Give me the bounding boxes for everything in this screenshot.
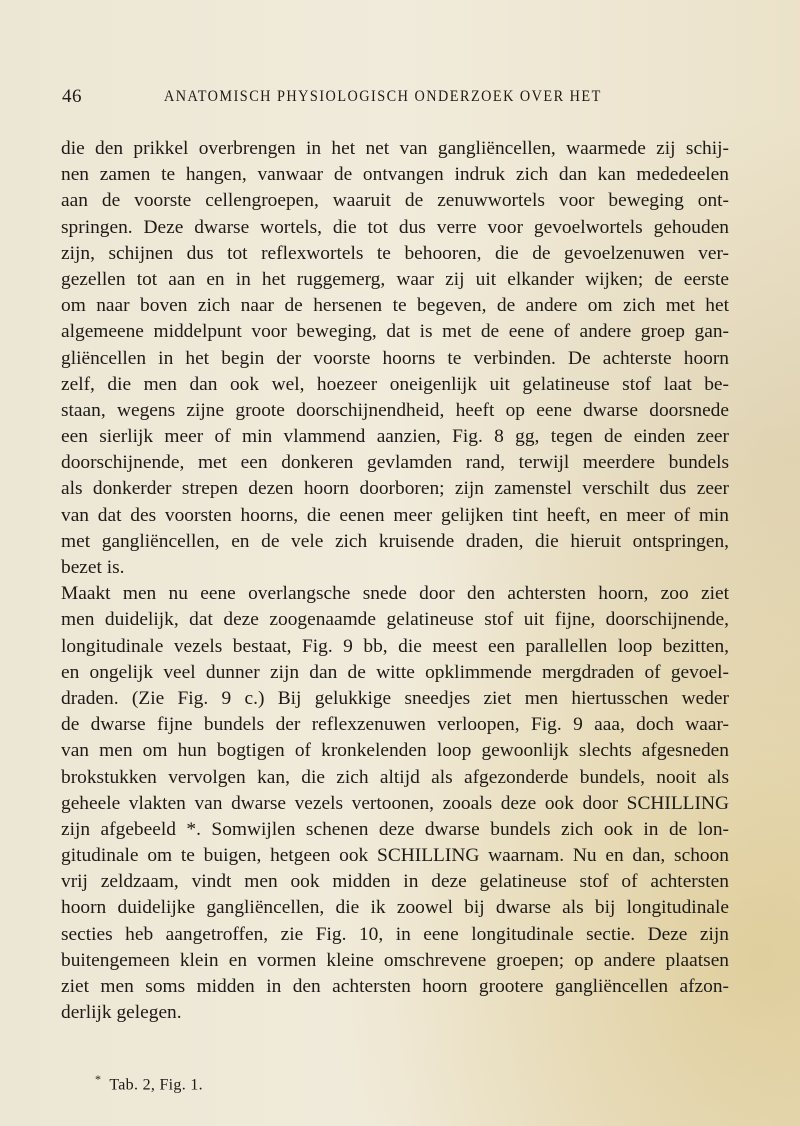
text-line: van dat des voorsten hoorns, die eenen meer gelijken tint heeft, en meer of min xyxy=(61,504,729,526)
text-line: staan, wegens zijne groote doorschijnendheid, heeft op eene dwarse doorsnede xyxy=(61,399,729,421)
text-line: vrij zeldzaam, vindt men ook midden in deze gelatineuse stof of achtersten xyxy=(61,871,729,893)
text-line: die den prikkel overbrengen in het net van gangliëncellen, waarmede zij schij- xyxy=(61,138,729,159)
text-line-paragraph-end: derlijk gelegen. xyxy=(61,1002,182,1024)
text-line: algemeene middelpunt voor beweging, dat is met de eene of andere groep gan- xyxy=(61,321,729,343)
text-line: buitengemeen klein en vormen kleine omschrevene groepen; op andere plaatsen xyxy=(61,949,729,971)
running-head xyxy=(62,86,726,108)
text-line: zijn afgebeeld *. Somwijlen schenen deze dwarse bundels zich ook in de lon- xyxy=(61,818,729,840)
text-line: draden. (Zie Fig. 9 c.) Bij gelukkige sneedjes ziet men hiertusschen weder xyxy=(61,687,729,709)
text-line: ziet men soms midden in den achtersten hoorn grootere gangliëncellen afzon- xyxy=(61,976,729,997)
running-head-title: ANATOMISCH PHYSIOLOGISCH ONDERZOEK OVER HET xyxy=(164,88,602,105)
text-line: nen zamen te hangen, vanwaar de ontvangen indruk zich dan kan mededeelen xyxy=(61,164,729,186)
text-line-paragraph-end: bezet is. xyxy=(61,557,125,578)
footnote xyxy=(95,1072,203,1094)
text-line: men duidelijk, dat deze zoogenaamde gelatineuse stof uit fijne, doorschijnende, xyxy=(61,609,729,631)
text-line: aan de voorste cellengroepen, waaruit de zenuwwortels voor beweging ont- xyxy=(61,190,729,212)
text-line: secties heb aangetroffen, zie Fig. 10, in eene longitudinale sectie. Deze zijn xyxy=(61,923,729,945)
footnote-mark: * xyxy=(95,1072,102,1086)
text-line: geheele vlakten van dwarse vezels vertoonen, zooals deze ook door SCHILLING xyxy=(61,792,729,814)
text-line: om naar boven zich naar de hersenen te begeven, de andere om zich met het xyxy=(61,295,729,317)
text-line: zijn, schijnen dus tot reflexwortels te behooren, die de gevoelzenuwen ver- xyxy=(61,242,729,264)
text-line: met gangliëncellen, en de vele zich kruisende draden, die hieruit ontspringen, xyxy=(61,530,729,552)
footnote-text: Tab. 2, Fig. 1. xyxy=(109,1076,203,1094)
text-line: gliëncellen in het begin der voorste hoorns te verbinden. De achterste hoorn xyxy=(61,347,729,369)
text-line: gezellen tot aan en in het ruggemerg, waar zij uit elkander wijken; de eerste xyxy=(61,268,729,290)
text-line: hoorn duidelijke gangliëncellen, die ik zoowel bij dwarse als bij longitudinale xyxy=(61,897,729,919)
text-line: springen. Deze dwarse wortels, die tot dus verre voor gevoelwortels gehouden xyxy=(61,216,729,238)
text-line-paragraph-start: Maakt men nu eene overlangsche snede door den achtersten hoorn, zoo ziet xyxy=(61,583,729,605)
text-line: longitudinale vezels bestaat, Fig. 9 bb, die meest een parallellen loop bezitten, xyxy=(61,635,729,657)
text-line: een sierlijk meer of min vlammend aanzien, Fig. 8 gg, tegen de einden zeer xyxy=(61,426,729,448)
text-line: gitudinale om te buigen, hetgeen ook SCHILLING waarnam. Nu en dan, schoon xyxy=(61,845,729,867)
text-line: als donkerder strepen dezen hoorn doorboren; zijn zamenstel verschilt dus zeer xyxy=(61,478,729,500)
text-line: van men om hun bogtigen of kronkelenden loop gewoonlijk slechts afgesneden xyxy=(61,740,729,762)
page-number: 46 xyxy=(62,86,82,107)
text-line: doorschijnende, met een donkeren gevlamden rand, terwijl meerdere bundels xyxy=(61,452,729,474)
text-line: brokstukken vervolgen kan, die zich altijd als afgezonderde bundels, nooit als xyxy=(61,766,729,788)
text-line: en ongelijk veel dunner zijn dan de witte opklimmende mergdraden of gevoel- xyxy=(61,661,729,683)
text-line: de dwarse fijne bundels der reflexzenuwen verloopen, Fig. 9 aaa, doch waar- xyxy=(61,714,729,736)
text-line: zelf, die men dan ook wel, hoezeer oneigenlijk uit gelatineuse stof laat be- xyxy=(61,373,729,395)
body-text xyxy=(61,136,729,1026)
